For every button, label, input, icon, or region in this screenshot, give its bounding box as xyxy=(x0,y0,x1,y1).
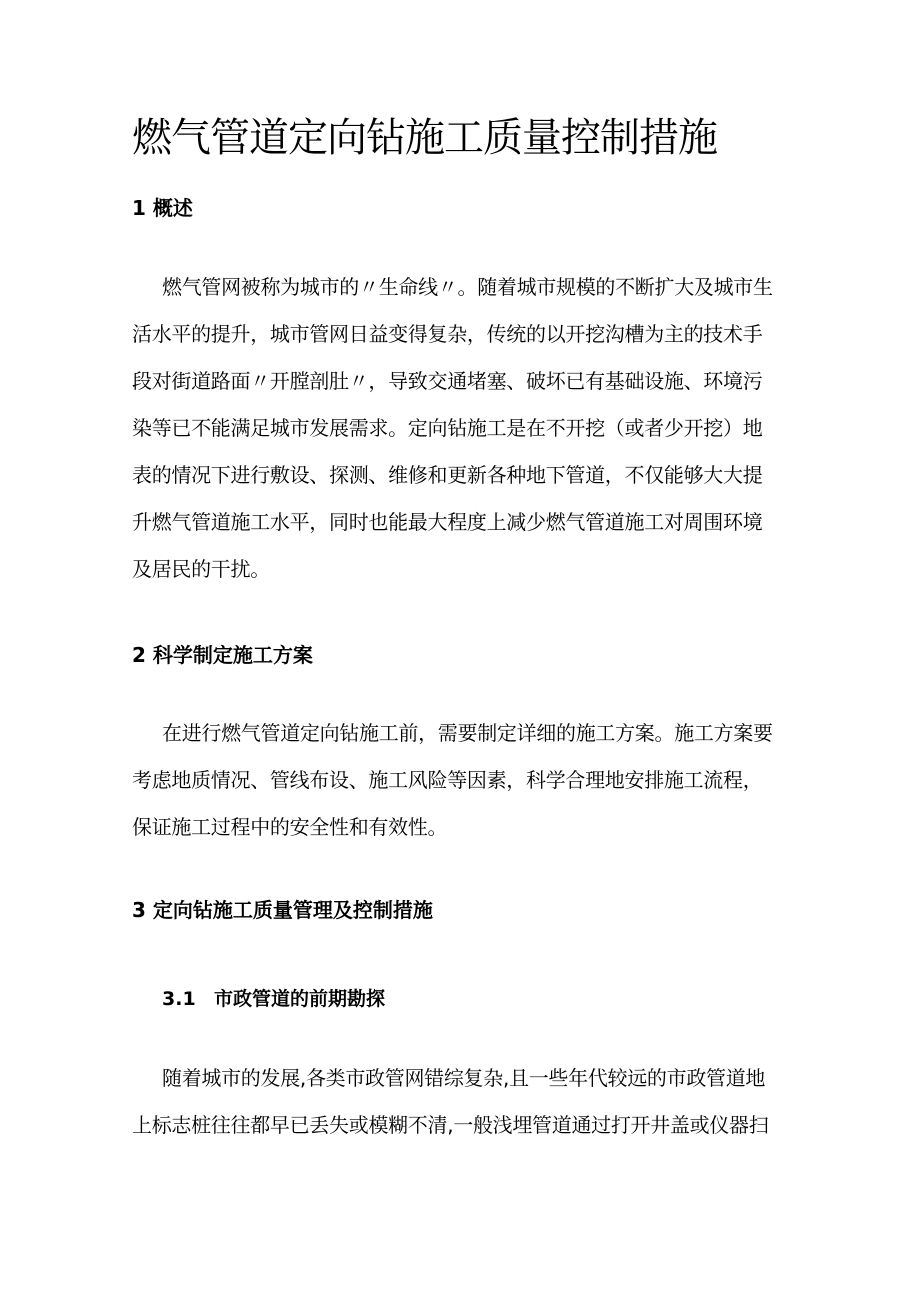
section-1-heading: 1 概述 xyxy=(132,196,193,220)
section-2-paragraph xyxy=(132,718,804,859)
paragraph-line: 表的情况下进行敷设、探测、维修和更新各种地下管道，不仅能够大大提 xyxy=(132,463,763,487)
paragraph-line: 升燃气管道施工水平，同时也能最大程度上减少燃气管道施工对周围环境 xyxy=(132,510,763,534)
paragraph-line: 在进行燃气管道定向钻施工前，需要制定详细的施工方案。施工方案要 xyxy=(162,721,773,745)
subsection-3-1-heading xyxy=(162,984,385,1014)
paragraph-line: 上标志桩往往都早已丢失或模糊不清,一般浅埋管道通过打开井盖或仪器扫 xyxy=(132,1113,769,1137)
subsection-title: 市政管道的前期勘探 xyxy=(214,988,386,1010)
paragraph-line: 染等已不能满足城市发展需求。定向钻施工是在不开挖（或者少开挖）地 xyxy=(132,416,763,440)
subsection-3-1-paragraph xyxy=(132,1063,804,1157)
paragraph-line: 段对街道路面〃开膛剖肚〃，导致交通堵塞、破坏已有基础设施、环境污 xyxy=(132,369,763,393)
document-title: 燃气管道定向钻施工质量控制措施 xyxy=(132,115,717,161)
paragraph-line: 考虑地质情况、管线布设、施工风险等因素，科学合理地安排施工流程， xyxy=(132,768,763,792)
paragraph-line: 及居民的干扰。 xyxy=(132,557,270,581)
paragraph-line: 保证施工过程中的安全性和有效性。 xyxy=(132,815,448,839)
section-2-heading: 2 科学制定施工方案 xyxy=(132,643,313,667)
section-1-paragraph xyxy=(132,272,804,601)
paragraph-line: 随着城市的发展,各类市政管网错综复杂,且一些年代较远的市政管道地 xyxy=(162,1066,766,1090)
section-3-heading: 3 定向钻施工质量管理及控制措施 xyxy=(132,898,433,922)
paragraph-line: 活水平的提升，城市管网日益变得复杂，传统的以开挖沟槽为主的技术手 xyxy=(132,322,763,346)
subsection-number: 3.1 xyxy=(162,988,196,1010)
paragraph-line: 燃气管网被称为城市的〃生命线〃。随着城市规模的不断扩大及城市生 xyxy=(162,275,773,299)
